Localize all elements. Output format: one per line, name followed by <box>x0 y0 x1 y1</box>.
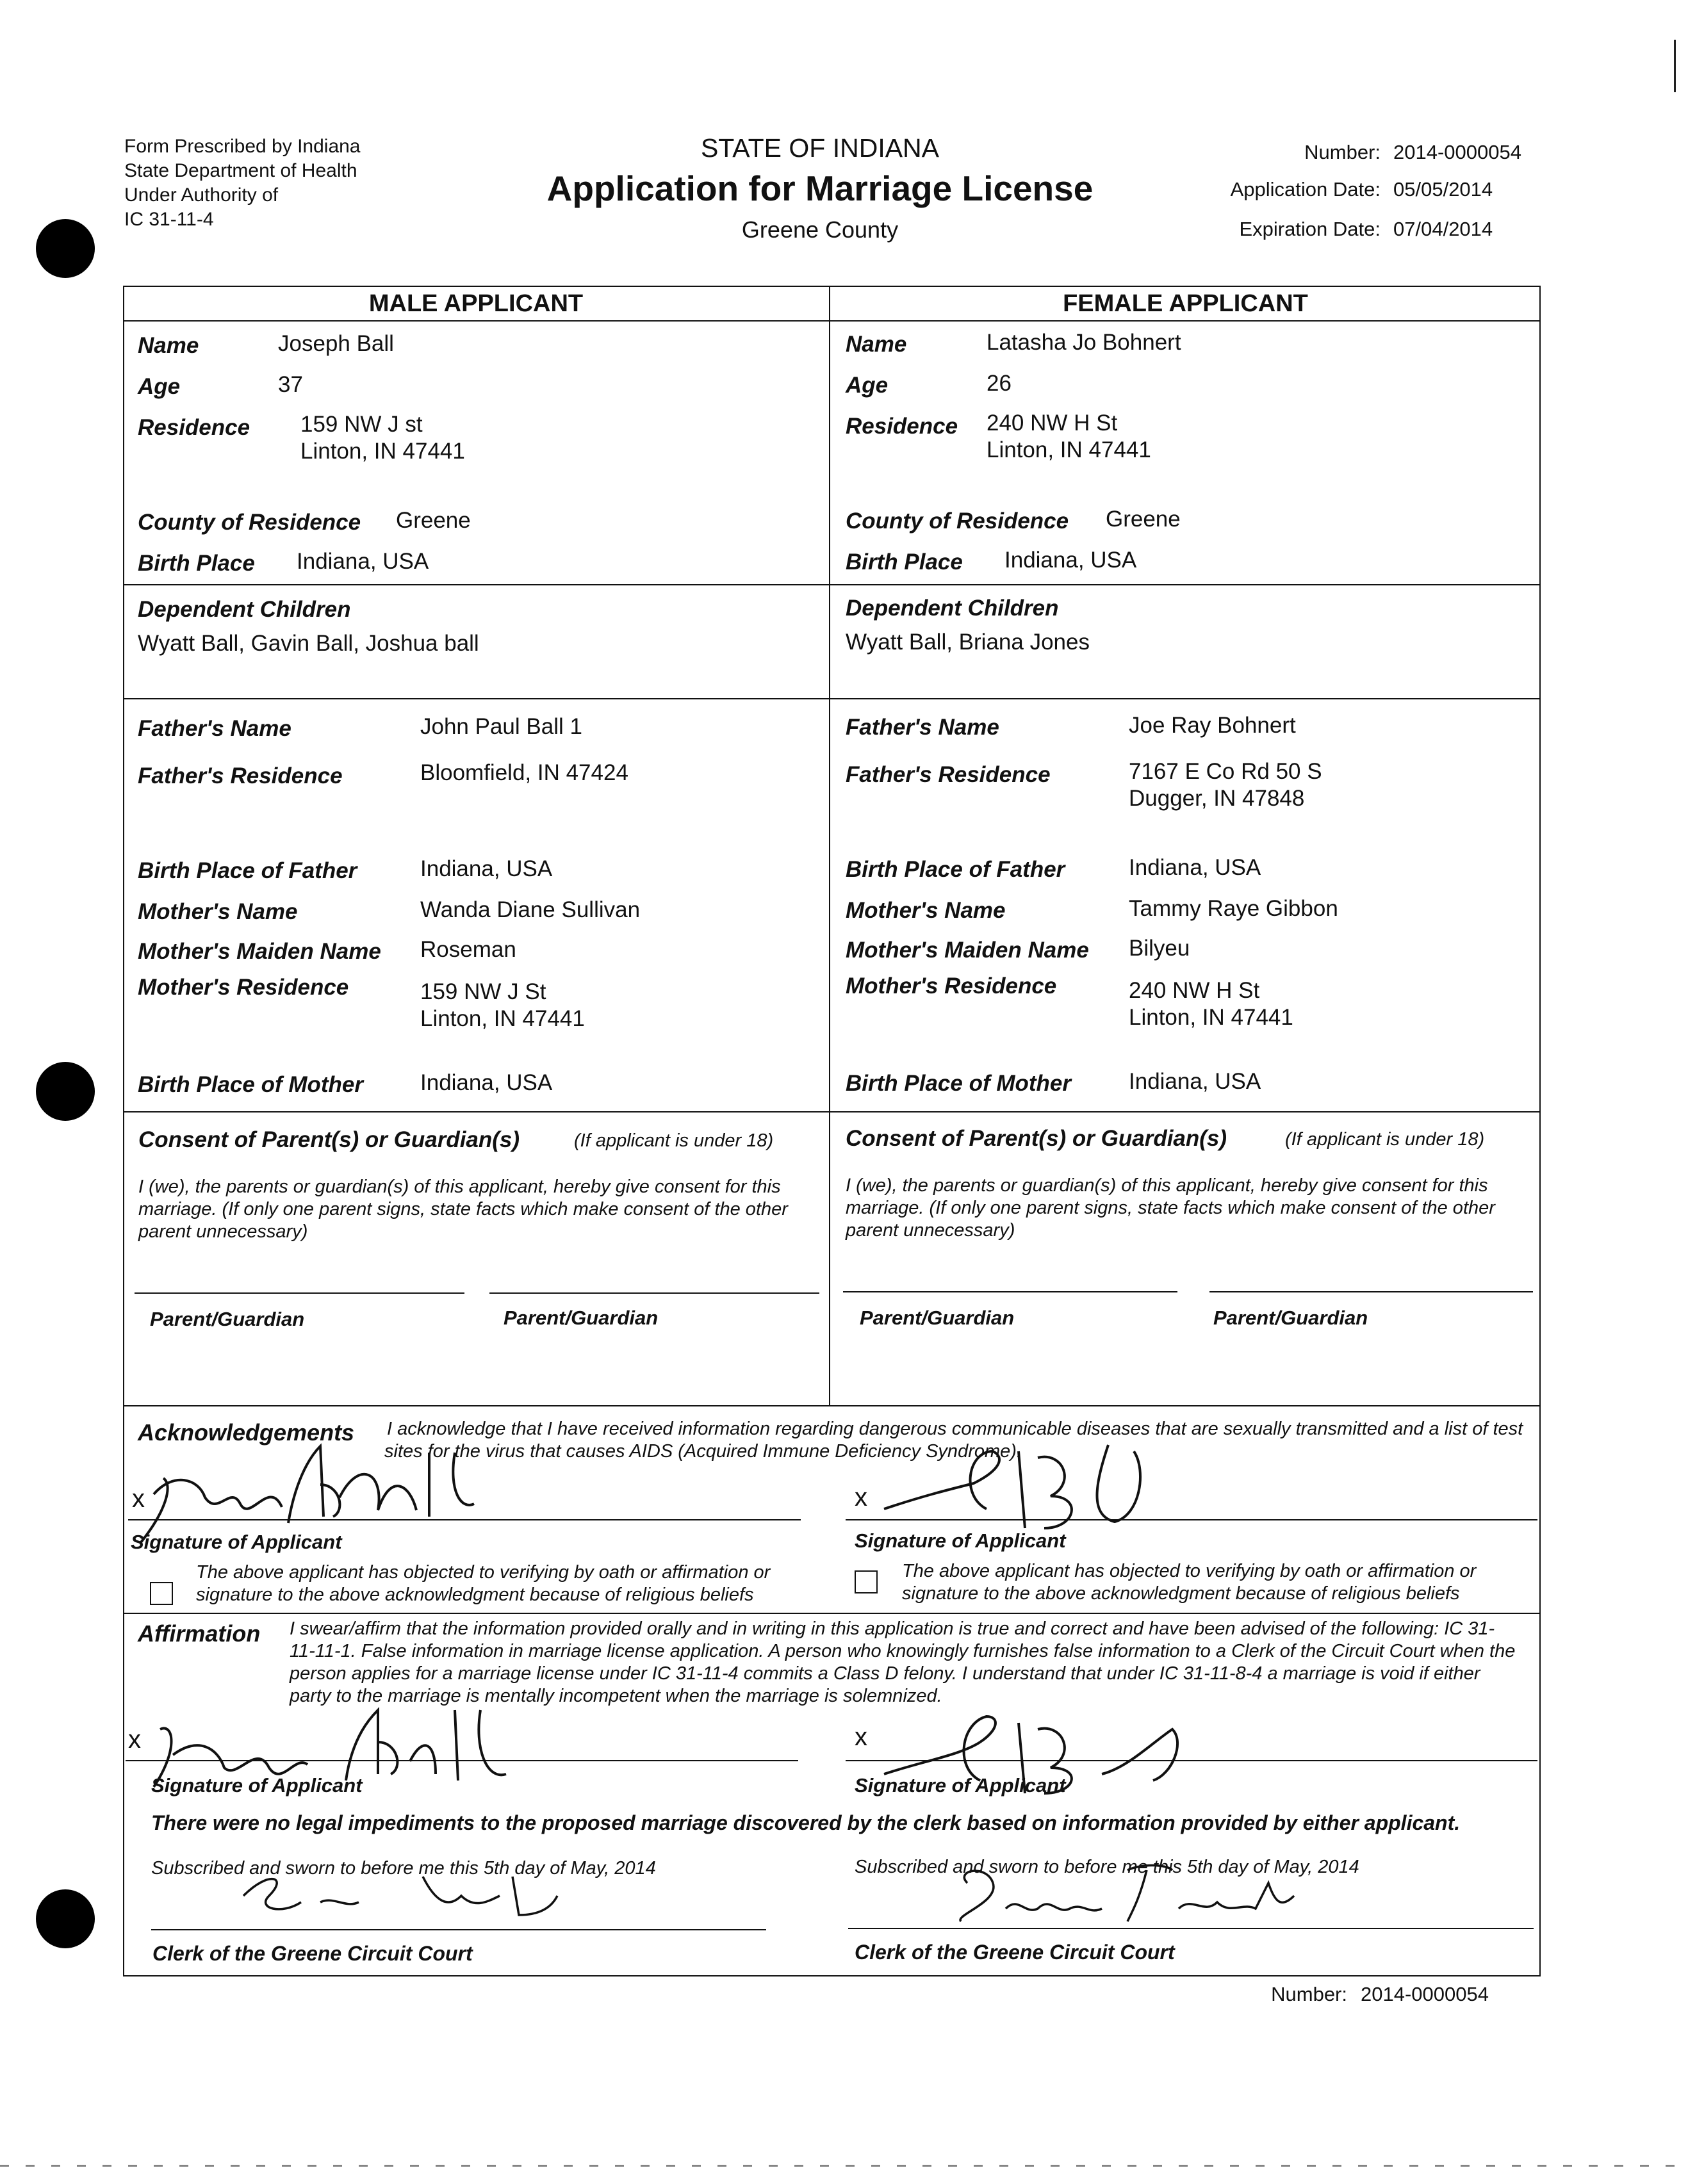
application-date-value: 05/05/2014 <box>1393 178 1493 200</box>
county-heading: Greene County <box>741 216 899 243</box>
female-mother-name-label: Mother's Name <box>846 898 1006 923</box>
footer-number-label: Number: <box>1271 1983 1347 2005</box>
male-dependents-label: Dependent Children <box>138 597 351 622</box>
clerk-signature-left <box>231 1857 564 1928</box>
male-age: 37 <box>278 372 303 397</box>
x-mark: x <box>855 1723 867 1751</box>
male-ack-signature-label: Signature of Applicant <box>131 1531 342 1553</box>
female-birthplace: Indiana, USA <box>1004 548 1137 573</box>
female-objection-checkbox[interactable] <box>855 1570 878 1593</box>
x-mark: x <box>855 1483 867 1512</box>
clerk-label-right: Clerk of the Greene Circuit Court <box>855 1941 1175 1964</box>
female-ack-signature-label: Signature of Applicant <box>855 1529 1066 1552</box>
page-title: Application for Marriage License <box>546 168 1094 208</box>
authority-line: Under Authority of <box>124 184 279 206</box>
x-mark: x <box>132 1485 145 1513</box>
male-age-label: Age <box>138 374 181 399</box>
male-objection-text: The above applicant has objected to verifying by oath or affirmation or signature to the above acknowledgment because of religious beliefs <box>196 1562 771 1605</box>
female-parent-guardian-label: Parent/Guardian <box>1213 1307 1368 1329</box>
male-applicant-heading: MALE APPLICANT <box>368 290 584 317</box>
female-mother-name: Tammy Raye Gibbon <box>1129 896 1338 921</box>
affirmation-text: I swear/affirm that the information provided orally and in writing in this application is true and correct and have been advised of the following: IC 31-11-11-1. False information in marriage license application. A person who knowingly furnishes false information to a Clerk of the Circuit Court when the person applies for a marriage license under IC 31-11-4 commits a Class D felony. I understand that under IC 31-11-8-4 a marriage is void if either party to the marriage is mentally incompetent when the marriage is solemnized. <box>290 1618 1516 1706</box>
clerk-signature-right <box>942 1857 1300 1934</box>
male-county-label: County of Residence <box>138 510 361 535</box>
female-father-residence-label: Father's Residence <box>846 762 1051 787</box>
female-parent-guardian-label: Parent/Guardian <box>860 1307 1015 1329</box>
male-consent-note: (If applicant is under 18) <box>574 1130 774 1151</box>
female-objection-text: The above applicant has objected to verifying by oath or affirmation or signature to the above acknowledgment because of religious beliefs <box>902 1561 1477 1604</box>
authority-line: Form Prescribed by Indiana <box>124 136 361 157</box>
male-birthplace: Indiana, USA <box>297 549 429 574</box>
female-parent-sig-line <box>843 1291 1177 1292</box>
number-label: Number: <box>1304 141 1381 163</box>
male-objection-checkbox[interactable] <box>150 1582 173 1605</box>
expiration-date-label: Expiration Date: <box>1239 218 1381 240</box>
male-consent-title: Consent of Parent(s) or Guardian(s) <box>138 1127 520 1152</box>
male-father-name: John Paul Ball 1 <box>420 714 582 739</box>
female-aff-signature-label: Signature of Applicant <box>855 1774 1066 1797</box>
male-county: Greene <box>396 508 471 533</box>
female-residence: 240 NW H St Linton, IN 47441 <box>987 411 1151 462</box>
subscribed-right: Subscribed and sworn to before me this 5th day of May, 2014 <box>855 1857 1359 1877</box>
female-consent-note: (If applicant is under 18) <box>1285 1129 1485 1150</box>
male-residence: 159 NW J st Linton, IN 47441 <box>300 412 465 464</box>
female-residence-label: Residence <box>846 414 958 439</box>
female-dependents: Wyatt Ball, Briana Jones <box>846 630 1090 655</box>
female-father-birth-label: Birth Place of Father <box>846 857 1065 882</box>
authority-line: IC 31-11-4 <box>124 209 214 230</box>
female-name: Latasha Jo Bohnert <box>987 330 1181 355</box>
female-mother-maiden: Bilyeu <box>1129 936 1190 961</box>
state-heading: STATE OF INDIANA <box>700 133 940 163</box>
female-birthplace-label: Birth Place <box>846 550 963 575</box>
male-father-birth: Indiana, USA <box>420 856 553 881</box>
female-ack-signature <box>871 1432 1179 1541</box>
female-father-residence: 7167 E Co Rd 50 S Dugger, IN 47848 <box>1129 759 1322 811</box>
section-rule <box>123 1613 1541 1614</box>
male-father-birth-label: Birth Place of Father <box>138 858 357 883</box>
female-father-name-label: Father's Name <box>846 715 999 740</box>
male-mother-birth-label: Birth Place of Mother <box>138 1072 363 1097</box>
section-rule <box>123 698 1541 699</box>
male-father-name-label: Father's Name <box>138 716 291 741</box>
female-mother-maiden-label: Mother's Maiden Name <box>846 938 1089 963</box>
male-parent-guardian-label: Parent/Guardian <box>150 1308 305 1330</box>
expiration-date-value: 07/04/2014 <box>1393 218 1493 240</box>
male-mother-name-label: Mother's Name <box>138 899 298 924</box>
male-residence-label: Residence <box>138 415 250 440</box>
number-value: 2014-0000054 <box>1393 141 1521 163</box>
column-divider <box>829 286 830 1405</box>
form-authority <box>124 134 361 232</box>
male-mother-maiden: Roseman <box>420 937 516 962</box>
section-rule <box>123 584 1541 585</box>
acknowledgements-text: I acknowledge that I have received information regarding dangerous communicable diseases that are sexually transmitted and a list of test sites for the virus that causes AIDS (Acquired Immune Deficiency Syndrome). <box>384 1419 1523 1462</box>
female-mother-birth-label: Birth Place of Mother <box>846 1071 1071 1096</box>
male-name: Joseph Ball <box>278 331 394 356</box>
authority-line: State Department of Health <box>124 160 357 181</box>
clerk-sig-line-left <box>151 1929 766 1930</box>
x-mark: x <box>128 1725 141 1754</box>
female-consent-title: Consent of Parent(s) or Guardian(s) <box>846 1126 1227 1151</box>
female-father-name: Joe Ray Bohnert <box>1129 713 1296 738</box>
male-parent-guardian-label: Parent/Guardian <box>504 1307 659 1329</box>
male-name-label: Name <box>138 333 199 358</box>
female-father-birth: Indiana, USA <box>1129 855 1261 880</box>
female-age-label: Age <box>846 373 889 398</box>
heading-rule <box>123 320 1541 322</box>
female-name-label: Name <box>846 332 907 357</box>
punch-hole <box>36 1062 95 1121</box>
female-county: Greene <box>1106 507 1181 532</box>
female-consent-text: I (we), the parents or guardian(s) of this applicant, hereby give consent for this marriage. (If only one parent signs, state facts which make consent of the other parent unnecessary) <box>846 1175 1495 1241</box>
male-consent-text: I (we), the parents or guardian(s) of this applicant, hereby give consent for this marriage. (If only one parent signs, state facts which make consent of the other parent unnecessary) <box>138 1177 788 1242</box>
male-parent-sig-line <box>135 1292 464 1294</box>
male-dependents: Wyatt Ball, Gavin Ball, Joshua ball <box>138 631 479 656</box>
female-mother-birth: Indiana, USA <box>1129 1069 1261 1094</box>
punch-hole <box>36 219 95 278</box>
male-mother-maiden-label: Mother's Maiden Name <box>138 939 381 964</box>
acknowledgements-title: Acknowledgements <box>138 1419 355 1446</box>
affirmation-title: Affirmation <box>138 1620 261 1647</box>
no-impediments-statement: There were no legal impediments to the proposed marriage discovered by the clerk based on information provided by either applicant. <box>151 1811 1461 1834</box>
female-county-label: County of Residence <box>846 509 1069 534</box>
female-dependents-label: Dependent Children <box>846 596 1059 621</box>
female-mother-residence-label: Mother's Residence <box>846 974 1057 998</box>
male-father-residence: Bloomfield, IN 47424 <box>420 760 628 785</box>
male-father-residence-label: Father's Residence <box>138 763 343 788</box>
male-mother-residence: 159 NW J St Linton, IN 47441 <box>420 979 585 1031</box>
male-aff-signature-label: Signature of Applicant <box>151 1774 363 1797</box>
male-mother-residence-label: Mother's Residence <box>138 975 349 1000</box>
footer-number-value: 2014-0000054 <box>1361 1983 1489 2005</box>
female-applicant-heading: FEMALE APPLICANT <box>1063 290 1308 317</box>
scan-mark <box>1674 40 1676 92</box>
male-parent-sig-line <box>489 1292 819 1294</box>
scan-edge-mark <box>0 2165 1688 2167</box>
section-rule <box>123 1405 1541 1406</box>
male-mother-name: Wanda Diane Sullivan <box>420 897 641 922</box>
female-mother-residence: 240 NW H St Linton, IN 47441 <box>1129 978 1293 1030</box>
female-parent-sig-line <box>1209 1291 1533 1292</box>
clerk-sig-line-right <box>848 1928 1534 1929</box>
clerk-label-left: Clerk of the Greene Circuit Court <box>152 1942 473 1965</box>
subscribed-left: Subscribed and sworn to before me this 5th day of May, 2014 <box>151 1858 656 1878</box>
application-date-label: Application Date: <box>1230 178 1381 200</box>
male-mother-birth: Indiana, USA <box>420 1070 553 1095</box>
male-birthplace-label: Birth Place <box>138 551 255 576</box>
female-age: 26 <box>987 371 1012 396</box>
section-rule <box>123 1111 1541 1112</box>
punch-hole <box>36 1889 95 1948</box>
